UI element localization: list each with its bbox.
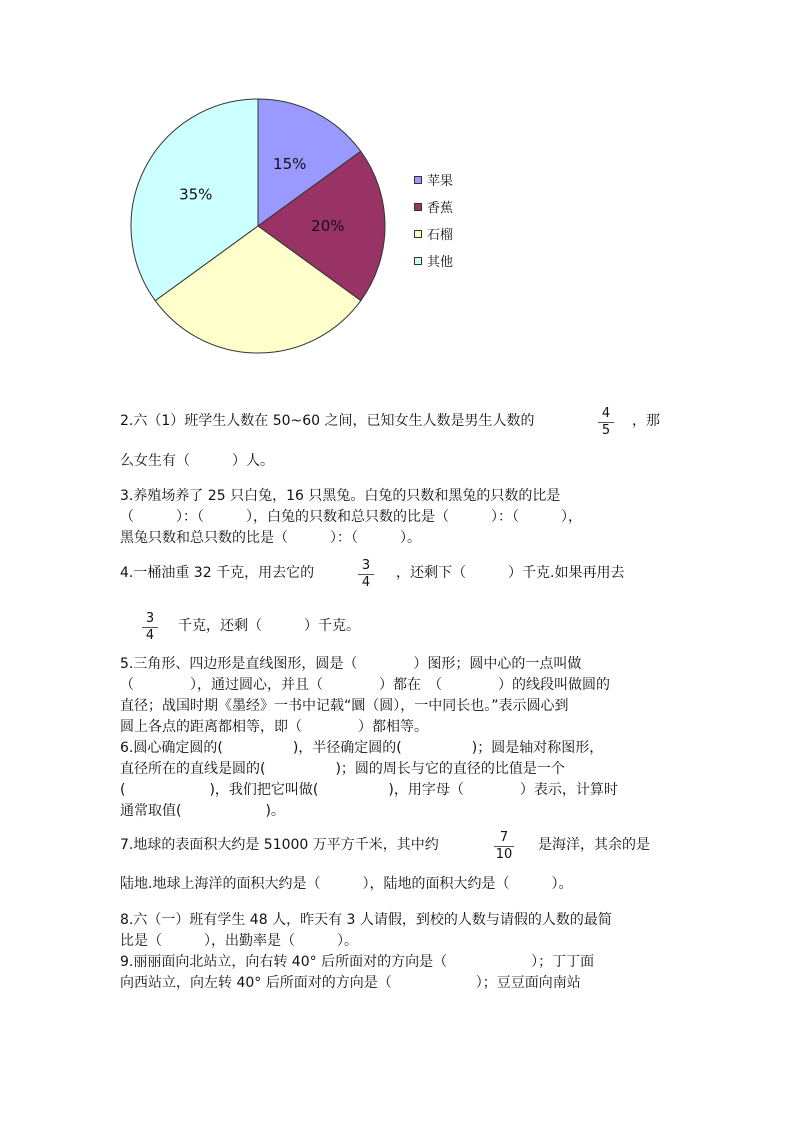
question-8-line-2: 比是（ ），出勤率是（ ）。 xyxy=(120,933,358,949)
legend-label: 香蕉 xyxy=(427,201,454,216)
pie-data-label-1: 20% xyxy=(311,217,345,235)
question-6-line-4: 通常取值( )。 xyxy=(120,803,285,819)
legend-swatch xyxy=(414,257,422,265)
fraction-numerator: 3 xyxy=(145,611,155,626)
chart-legend xyxy=(414,166,453,274)
fraction-denominator: 10 xyxy=(495,847,513,862)
legend-item-pomegranate xyxy=(414,220,453,247)
pie-data-label-0: 15% xyxy=(273,154,307,173)
fraction-denominator: 4 xyxy=(361,575,371,590)
fraction-numerator: 3 xyxy=(361,558,371,573)
question-3-line-1: 3.养殖场养了 25 只白兔，16 只黑兔。白兔的只数和黑兔的只数的比是 xyxy=(120,488,561,504)
legend-label: 石榴 xyxy=(427,228,454,243)
question-8-line-1: 8.六（一）班有学生 48 人，昨天有 3 人请假，到校的人数与请假的人数的最简 xyxy=(120,912,612,928)
question-9-line-1: 9.丽丽面向北站立，向右转 40° 后所面对的方向是（ ）；丁丁面 xyxy=(120,954,595,970)
q2-text-c: 么女生有（ ）人。 xyxy=(120,453,274,469)
fraction-numerator: 4 xyxy=(601,406,611,421)
legend-swatch xyxy=(414,230,422,238)
question-9-line-2: 向西站立，向左转 40° 后所面对的方向是（ ）；豆豆面向南站 xyxy=(120,975,581,991)
q4-fraction-2 xyxy=(142,612,158,643)
question-5-line-2: （ ），通过圆心，并且（ ）都在 （ ）的线段叫做圆的 xyxy=(120,677,610,693)
question-4-line-1-a: 4.一桶油重 32 千克，用去它的 xyxy=(120,565,315,581)
legend-item-other xyxy=(414,247,453,274)
question-2-line-1 xyxy=(120,411,680,432)
question-4-line-2: 千克，还剩（ ）千克。 xyxy=(178,618,360,634)
fraction-numerator: 7 xyxy=(499,830,509,845)
legend-label: 苹果 xyxy=(427,174,454,189)
question-7-line-1-a: 7.地球的表面积大约是 51000 万平方千米，其中约 xyxy=(120,837,439,853)
question-7-line-2: 陆地.地球上海洋的面积大约是（ ），陆地的面积大约是（ ）。 xyxy=(120,876,573,892)
question-6-line-3: ( )，我们把它叫做( )，用字母（ ）表示，计算时 xyxy=(120,782,618,798)
question-3-line-3: 黑兔只数和总只数的比是（ ）：（ ）。 xyxy=(120,530,421,546)
q7-fraction xyxy=(494,831,514,862)
q2-text-b: ，那 xyxy=(632,413,660,429)
pie-data-label-3: 35% xyxy=(179,185,213,204)
q2-text-a: 2.六（1）班学生人数在 50~60 之间，已知女生人数是男生人数的 xyxy=(120,413,535,429)
question-6-line-2: 直径所在的直线是圆的( )；圆的周长与它的直径的比值是一个 xyxy=(120,761,565,777)
fraction-denominator: 5 xyxy=(601,423,611,438)
question-7-line-1-b: 是海洋，其余的是 xyxy=(538,837,650,853)
legend-item-banana xyxy=(414,193,453,220)
question-2-line-1-end xyxy=(632,411,692,432)
legend-item-apple xyxy=(414,166,453,193)
question-3-line-2: （ ）：（ ），白兔的只数和总只数的比是（ ）：（ ）， xyxy=(120,509,582,525)
question-4-line-1-b: ，还剩下（ ）千克.如果再用去 xyxy=(396,565,625,581)
question-6-line-1: 6.圆心确定圆的( )，半径确定圆的( )；圆是轴对称图形， xyxy=(120,740,604,756)
question-5-line-4: 圆上各点的距离都相等，即（ ）都相等。 xyxy=(120,719,428,735)
question-5-line-3: 直径；战国时期《墨经》一书中记载“圜（圆），一中同长也。”表示圆心到 xyxy=(120,698,569,714)
q2-fraction xyxy=(598,407,614,438)
question-5-line-1: 5.三角形、四边形是直线图形，圆是（ ）图形；圆中心的一点叫做 xyxy=(120,656,582,672)
fraction-denominator: 4 xyxy=(145,628,155,643)
pie-chart xyxy=(0,0,794,380)
legend-swatch xyxy=(414,203,422,211)
legend-swatch xyxy=(414,176,422,184)
q4-fraction-1 xyxy=(358,559,374,590)
question-2-line-2 xyxy=(120,451,680,472)
legend-label: 其他 xyxy=(427,255,454,270)
